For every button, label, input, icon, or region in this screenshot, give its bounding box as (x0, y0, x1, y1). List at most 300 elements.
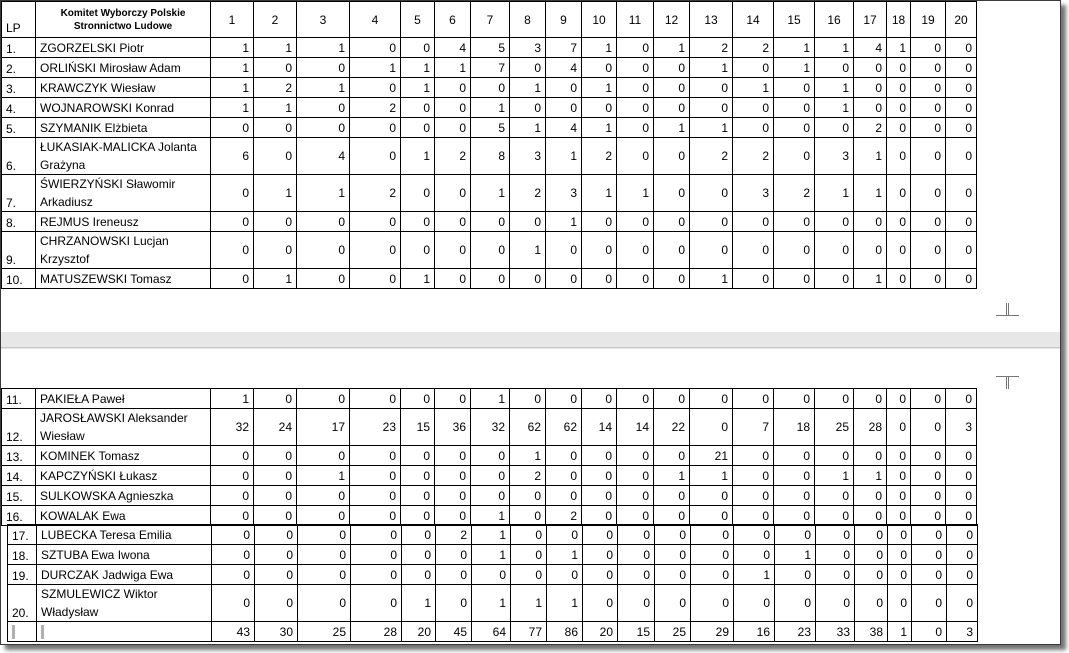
vote-count-cell: 0 (351, 545, 402, 565)
vote-count-cell: 0 (654, 506, 690, 526)
vote-count-cell: 0 (617, 466, 654, 486)
vote-count-cell: 0 (212, 565, 255, 585)
vote-count-cell: 0 (888, 585, 912, 622)
vote-count-cell: 0 (255, 545, 298, 565)
vote-count-cell: 0 (774, 486, 815, 506)
page-2 (1, 349, 1060, 644)
vote-count-cell: 0 (618, 565, 655, 585)
row-number: 9. (2, 232, 36, 269)
vote-count-cell: 0 (401, 212, 435, 232)
vote-count-cell: 0 (690, 212, 733, 232)
vote-count-cell: 0 (510, 269, 546, 289)
candidate-name: KOMINEK Tomasz (36, 446, 211, 466)
vote-count-cell: 0 (211, 466, 254, 486)
vote-count-cell: 0 (690, 506, 733, 526)
vote-count-cell: 0 (854, 58, 887, 78)
vote-count-cell: 0 (691, 525, 734, 545)
vote-count-cell: 1 (690, 269, 733, 289)
candidate-name: KRAWCZYK Wiesław (36, 78, 211, 98)
vote-count-cell: 1 (350, 58, 401, 78)
vote-count-cell: 0 (691, 565, 734, 585)
vote-count-cell: 0 (774, 98, 815, 118)
vote-count-cell: 22 (654, 409, 690, 446)
vote-count-cell: 0 (435, 389, 471, 409)
vote-count-cell: 0 (887, 175, 911, 212)
vote-count-cell: 0 (297, 212, 350, 232)
vote-count-cell: 0 (435, 78, 471, 98)
vote-count-cell: 0 (618, 585, 655, 622)
vote-count-cell: 0 (402, 545, 436, 565)
district-column-header: 12 (654, 2, 690, 38)
vote-count-cell: 0 (947, 585, 978, 622)
vote-count-cell: 0 (617, 506, 654, 526)
row-number: 6. (2, 138, 36, 175)
candidate-name: WOJNAROWSKI Konrad (36, 98, 211, 118)
vote-count-cell: 0 (774, 138, 815, 175)
vote-count-cell: 0 (254, 506, 297, 526)
vote-count-cell: 0 (774, 506, 815, 526)
vote-count-cell: 1 (546, 138, 582, 175)
vote-count-cell: 0 (946, 466, 977, 486)
vote-count-cell: 0 (911, 486, 946, 506)
vote-count-cell: 0 (733, 98, 774, 118)
vote-count-cell: 0 (510, 58, 546, 78)
row-number: 1. (2, 38, 36, 58)
vote-count-cell: 8 (471, 138, 510, 175)
vote-count-cell: 0 (436, 545, 472, 565)
vote-count-cell: 1 (471, 175, 510, 212)
vote-count-cell: 1 (472, 525, 511, 545)
vote-count-cell: 0 (911, 78, 946, 98)
row-handle-icon (41, 625, 44, 639)
vote-count-cell: 0 (212, 525, 255, 545)
committee-column-header: Komitet Wyborczy Polskie Stronnictwo Ludowe (36, 2, 211, 38)
vote-count-cell: 0 (435, 118, 471, 138)
vote-count-cell: 23 (350, 409, 401, 446)
vote-count-cell: 1 (815, 98, 854, 118)
vote-count-cell: 1 (815, 175, 854, 212)
vote-count-cell: 0 (734, 545, 775, 565)
vote-count-cell: 0 (654, 232, 690, 269)
vote-count-cell: 0 (402, 525, 436, 545)
vote-count-cell: 0 (815, 389, 854, 409)
column-total-cell: 25 (655, 622, 691, 642)
candidate-name: ZGORZELSKI Piotr (36, 38, 211, 58)
column-total-cell: 64 (472, 622, 511, 642)
vote-count-cell: 4 (546, 58, 582, 78)
vote-count-cell: 1 (582, 78, 617, 98)
table-header-row (2, 2, 977, 38)
vote-count-cell: 7 (471, 58, 510, 78)
vote-count-cell: 0 (211, 118, 254, 138)
district-column-header: 5 (401, 2, 435, 38)
table-row (2, 118, 977, 138)
vote-count-cell: 0 (888, 525, 912, 545)
vote-count-cell: 0 (351, 585, 402, 622)
candidate-name: REJMUS Ireneusz (36, 212, 211, 232)
district-column-header: 20 (946, 2, 977, 38)
vote-count-cell: 0 (654, 98, 690, 118)
vote-count-cell: 0 (350, 486, 401, 506)
vote-count-cell: 1 (297, 38, 350, 58)
vote-count-cell: 0 (734, 525, 775, 545)
vote-count-cell: 1 (472, 585, 511, 622)
vote-count-cell: 0 (911, 389, 946, 409)
lp-column-header: LP (2, 2, 36, 38)
vote-count-cell: 0 (946, 486, 977, 506)
vote-count-cell: 1 (401, 269, 435, 289)
vote-count-cell: 0 (212, 585, 255, 622)
candidate-name: SZTUBA Ewa Iwona (37, 545, 212, 565)
vote-count-cell: 0 (547, 565, 583, 585)
vote-count-cell: 0 (546, 466, 582, 486)
vote-count-cell: 0 (435, 506, 471, 526)
vote-count-cell: 7 (546, 38, 582, 58)
row-number: 18. (8, 545, 37, 565)
vote-count-cell: 0 (855, 545, 888, 565)
table-row (8, 565, 978, 585)
vote-count-cell: 1 (815, 78, 854, 98)
vote-count-cell: 0 (815, 506, 854, 526)
candidate-name: SULKOWSKA Agnieszka (36, 486, 211, 506)
vote-count-cell: 0 (887, 58, 911, 78)
vote-count-cell: 0 (815, 269, 854, 289)
candidate-name: ORLIŃSKI Mirosław Adam (36, 58, 211, 78)
vote-count-cell: 0 (401, 232, 435, 269)
row-number: 19. (8, 565, 37, 585)
vote-count-cell: 17 (297, 409, 350, 446)
vote-count-cell: 0 (946, 175, 977, 212)
candidate-name: SZYMANIK Elżbieta (36, 118, 211, 138)
vote-count-cell: 0 (911, 232, 946, 269)
vote-count-cell: 1 (471, 389, 510, 409)
vote-count-cell: 1 (297, 466, 350, 486)
vote-count-cell: 0 (510, 98, 546, 118)
table-row (2, 138, 977, 175)
vote-count-cell: 1 (582, 175, 617, 212)
column-total-cell: 43 (212, 622, 255, 642)
vote-count-cell: 0 (816, 585, 855, 622)
vote-count-cell: 1 (211, 389, 254, 409)
vote-count-cell: 1 (654, 466, 690, 486)
row-number: 5. (2, 118, 36, 138)
vote-count-cell: 0 (946, 78, 977, 98)
vote-count-cell: 0 (855, 585, 888, 622)
vote-count-cell: 1 (617, 175, 654, 212)
vote-count-cell: 0 (255, 585, 298, 622)
vote-count-cell: 0 (618, 525, 655, 545)
vote-count-cell: 0 (854, 212, 887, 232)
vote-count-cell: 3 (733, 175, 774, 212)
vote-count-cell: 0 (946, 269, 977, 289)
candidate-name: ŁUKASIAK-MALICKA Jolanta Grażyna (36, 138, 211, 175)
vote-count-cell: 0 (617, 118, 654, 138)
vote-count-cell: 0 (947, 525, 978, 545)
vote-count-cell: 0 (887, 389, 911, 409)
table-row (2, 409, 977, 446)
column-total-cell: 28 (351, 622, 402, 642)
column-total-cell: 16 (734, 622, 775, 642)
vote-count-cell: 0 (774, 118, 815, 138)
vote-count-cell: 0 (912, 585, 947, 622)
vote-count-cell: 0 (912, 525, 947, 545)
vote-count-cell: 0 (546, 98, 582, 118)
vote-count-cell: 0 (733, 58, 774, 78)
vote-count-cell: 0 (582, 389, 617, 409)
vote-count-cell: 0 (582, 466, 617, 486)
column-total-cell: 3 (947, 622, 978, 642)
vote-count-cell: 0 (854, 232, 887, 269)
vote-count-cell: 0 (546, 389, 582, 409)
vote-count-cell: 1 (654, 38, 690, 58)
vote-count-cell: 15 (401, 409, 435, 446)
vote-count-cell: 0 (911, 466, 946, 486)
vote-count-cell: 0 (582, 486, 617, 506)
vote-count-cell: 3 (546, 175, 582, 212)
vote-count-cell: 0 (350, 118, 401, 138)
vote-count-cell: 1 (815, 466, 854, 486)
table-row (2, 175, 977, 212)
vote-count-cell: 0 (401, 175, 435, 212)
vote-count-cell: 32 (471, 409, 510, 446)
vote-count-cell: 0 (774, 232, 815, 269)
vote-count-cell: 0 (582, 58, 617, 78)
vote-count-cell: 0 (816, 525, 855, 545)
vote-count-cell: 0 (211, 212, 254, 232)
vote-count-cell: 1 (582, 38, 617, 58)
vote-count-cell: 0 (298, 585, 351, 622)
vote-count-cell: 0 (775, 585, 816, 622)
vote-count-cell: 0 (471, 446, 510, 466)
vote-count-cell: 1 (775, 545, 816, 565)
vote-count-cell: 0 (618, 545, 655, 565)
vote-count-cell: 2 (582, 138, 617, 175)
vote-count-cell: 0 (946, 58, 977, 78)
vote-count-cell: 0 (911, 446, 946, 466)
vote-count-cell: 0 (690, 98, 733, 118)
vote-count-cell: 0 (297, 506, 350, 526)
table-row (2, 78, 977, 98)
vote-count-cell: 0 (617, 212, 654, 232)
vote-count-cell: 0 (815, 446, 854, 466)
table-row (2, 486, 977, 506)
vote-count-cell: 1 (547, 585, 583, 622)
vote-count-cell: 0 (654, 446, 690, 466)
vote-count-cell: 0 (254, 486, 297, 506)
vote-count-cell: 1 (690, 58, 733, 78)
vote-count-cell: 0 (510, 486, 546, 506)
table-row (2, 232, 977, 269)
vote-count-cell: 1 (690, 466, 733, 486)
vote-count-cell: 0 (401, 98, 435, 118)
vote-count-cell: 1 (854, 269, 887, 289)
candidate-name: KAPCZYŃSKI Łukasz (36, 466, 211, 486)
vote-count-cell: 1 (815, 38, 854, 58)
row-number: 11. (2, 389, 36, 409)
vote-count-cell: 2 (510, 175, 546, 212)
vote-count-cell: 0 (435, 446, 471, 466)
page-1 (1, 1, 1060, 332)
vote-count-cell: 0 (887, 466, 911, 486)
district-column-header: 16 (815, 2, 854, 38)
vote-count-cell: 0 (617, 232, 654, 269)
vote-count-cell: 1 (254, 269, 297, 289)
vote-count-cell: 0 (733, 486, 774, 506)
results-table-part-2 (1, 388, 977, 526)
vote-count-cell: 0 (911, 506, 946, 526)
vote-count-cell: 0 (854, 78, 887, 98)
vote-count-cell: 2 (733, 38, 774, 58)
vote-count-cell: 2 (854, 118, 887, 138)
vote-count-cell: 2 (774, 175, 815, 212)
vote-count-cell: 1 (401, 78, 435, 98)
vote-count-cell: 0 (946, 506, 977, 526)
vote-count-cell: 0 (887, 138, 911, 175)
vote-count-cell: 1 (774, 58, 815, 78)
vote-count-cell: 1 (472, 545, 511, 565)
vote-count-cell: 0 (436, 565, 472, 585)
vote-count-cell: 0 (546, 232, 582, 269)
vote-count-cell: 3 (815, 138, 854, 175)
vote-count-cell: 0 (298, 545, 351, 565)
column-total-cell: 20 (402, 622, 436, 642)
vote-count-cell: 0 (733, 212, 774, 232)
district-column-header: 13 (690, 2, 733, 38)
vote-count-cell: 0 (911, 175, 946, 212)
vote-count-cell: 0 (350, 389, 401, 409)
table-row (2, 58, 977, 78)
vote-count-cell: 1 (510, 446, 546, 466)
vote-count-cell: 0 (435, 175, 471, 212)
table-row (8, 545, 978, 565)
table-row (2, 389, 977, 409)
row-number: 3. (2, 78, 36, 98)
vote-count-cell: 0 (401, 389, 435, 409)
vote-count-cell: 2 (350, 98, 401, 118)
vote-count-cell: 0 (435, 486, 471, 506)
vote-count-cell: 0 (911, 98, 946, 118)
vote-count-cell: 0 (854, 486, 887, 506)
vote-count-cell: 1 (402, 585, 436, 622)
vote-count-cell: 0 (690, 175, 733, 212)
vote-count-cell: 0 (402, 565, 436, 585)
vote-count-cell: 0 (946, 212, 977, 232)
vote-count-cell: 1 (510, 232, 546, 269)
vote-count-cell: 0 (815, 232, 854, 269)
vote-count-cell: 0 (654, 486, 690, 506)
district-column-header: 10 (582, 2, 617, 38)
district-column-header: 8 (510, 2, 546, 38)
district-column-header: 9 (546, 2, 582, 38)
vote-count-cell: 0 (733, 232, 774, 269)
row-number: 7. (2, 175, 36, 212)
vote-count-cell: 0 (654, 58, 690, 78)
vote-count-cell: 14 (582, 409, 617, 446)
vote-count-cell: 0 (617, 269, 654, 289)
row-number: 4. (2, 98, 36, 118)
district-column-header: 11 (617, 2, 654, 38)
vote-count-cell: 1 (654, 118, 690, 138)
vote-count-cell: 0 (583, 565, 618, 585)
vote-count-cell: 1 (547, 545, 583, 565)
vote-count-cell: 3 (946, 409, 977, 446)
vote-count-cell: 0 (401, 506, 435, 526)
vote-count-cell: 0 (435, 232, 471, 269)
district-column-header: 15 (774, 2, 815, 38)
vote-count-cell: 0 (887, 506, 911, 526)
vote-count-cell: 1 (511, 585, 547, 622)
district-column-header: 4 (350, 2, 401, 38)
vote-count-cell: 0 (775, 525, 816, 545)
vote-count-cell: 1 (297, 78, 350, 98)
candidate-name: ŚWIERZYŃSKI Sławomir Arkadiusz (36, 175, 211, 212)
vote-count-cell: 0 (582, 506, 617, 526)
vote-count-cell: 36 (435, 409, 471, 446)
vote-count-cell: 4 (297, 138, 350, 175)
district-column-header: 2 (254, 2, 297, 38)
vote-count-cell: 0 (734, 585, 775, 622)
results-table-part-3 (7, 524, 978, 642)
page-corner-mark (1006, 376, 1019, 389)
vote-count-cell: 0 (297, 389, 350, 409)
vote-count-cell: 0 (297, 269, 350, 289)
table-row (2, 446, 977, 466)
vote-count-cell: 0 (654, 212, 690, 232)
district-column-header: 18 (887, 2, 911, 38)
vote-count-cell: 0 (654, 175, 690, 212)
totals-label-cell (37, 622, 212, 642)
table-row (8, 525, 978, 545)
table-row (2, 466, 977, 486)
column-total-cell: 23 (775, 622, 816, 642)
vote-count-cell: 0 (401, 38, 435, 58)
vote-count-cell: 0 (435, 98, 471, 118)
vote-count-cell: 0 (212, 545, 255, 565)
vote-count-cell: 0 (582, 98, 617, 118)
results-table-part-1 (1, 1, 977, 289)
vote-count-cell: 0 (350, 466, 401, 486)
vote-count-cell: 1 (401, 138, 435, 175)
vote-count-cell: 0 (350, 212, 401, 232)
vote-count-cell: 0 (471, 466, 510, 486)
column-total-cell: 29 (691, 622, 734, 642)
vote-count-cell: 0 (887, 118, 911, 138)
vote-count-cell: 0 (911, 38, 946, 58)
vote-count-cell: 4 (435, 38, 471, 58)
vote-count-cell: 0 (815, 212, 854, 232)
vote-count-cell: 0 (546, 78, 582, 98)
district-column-header: 17 (854, 2, 887, 38)
vote-count-cell: 0 (816, 545, 855, 565)
vote-count-cell: 0 (690, 409, 733, 446)
row-number: 2. (2, 58, 36, 78)
vote-count-cell: 0 (510, 506, 546, 526)
vote-count-cell: 0 (912, 545, 947, 565)
vote-count-cell: 1 (854, 466, 887, 486)
vote-count-cell: 0 (911, 118, 946, 138)
vote-count-cell: 1 (297, 175, 350, 212)
vote-count-cell: 0 (733, 466, 774, 486)
vote-count-cell: 1 (211, 58, 254, 78)
column-total-cell: 15 (618, 622, 655, 642)
candidate-name: SZMULEWICZ Wiktor Władysław (37, 585, 212, 622)
vote-count-cell: 0 (946, 446, 977, 466)
vote-count-cell: 1 (401, 58, 435, 78)
vote-count-cell: 0 (350, 138, 401, 175)
vote-count-cell: 2 (546, 506, 582, 526)
row-number: 20. (8, 585, 37, 622)
vote-count-cell: 0 (655, 525, 691, 545)
